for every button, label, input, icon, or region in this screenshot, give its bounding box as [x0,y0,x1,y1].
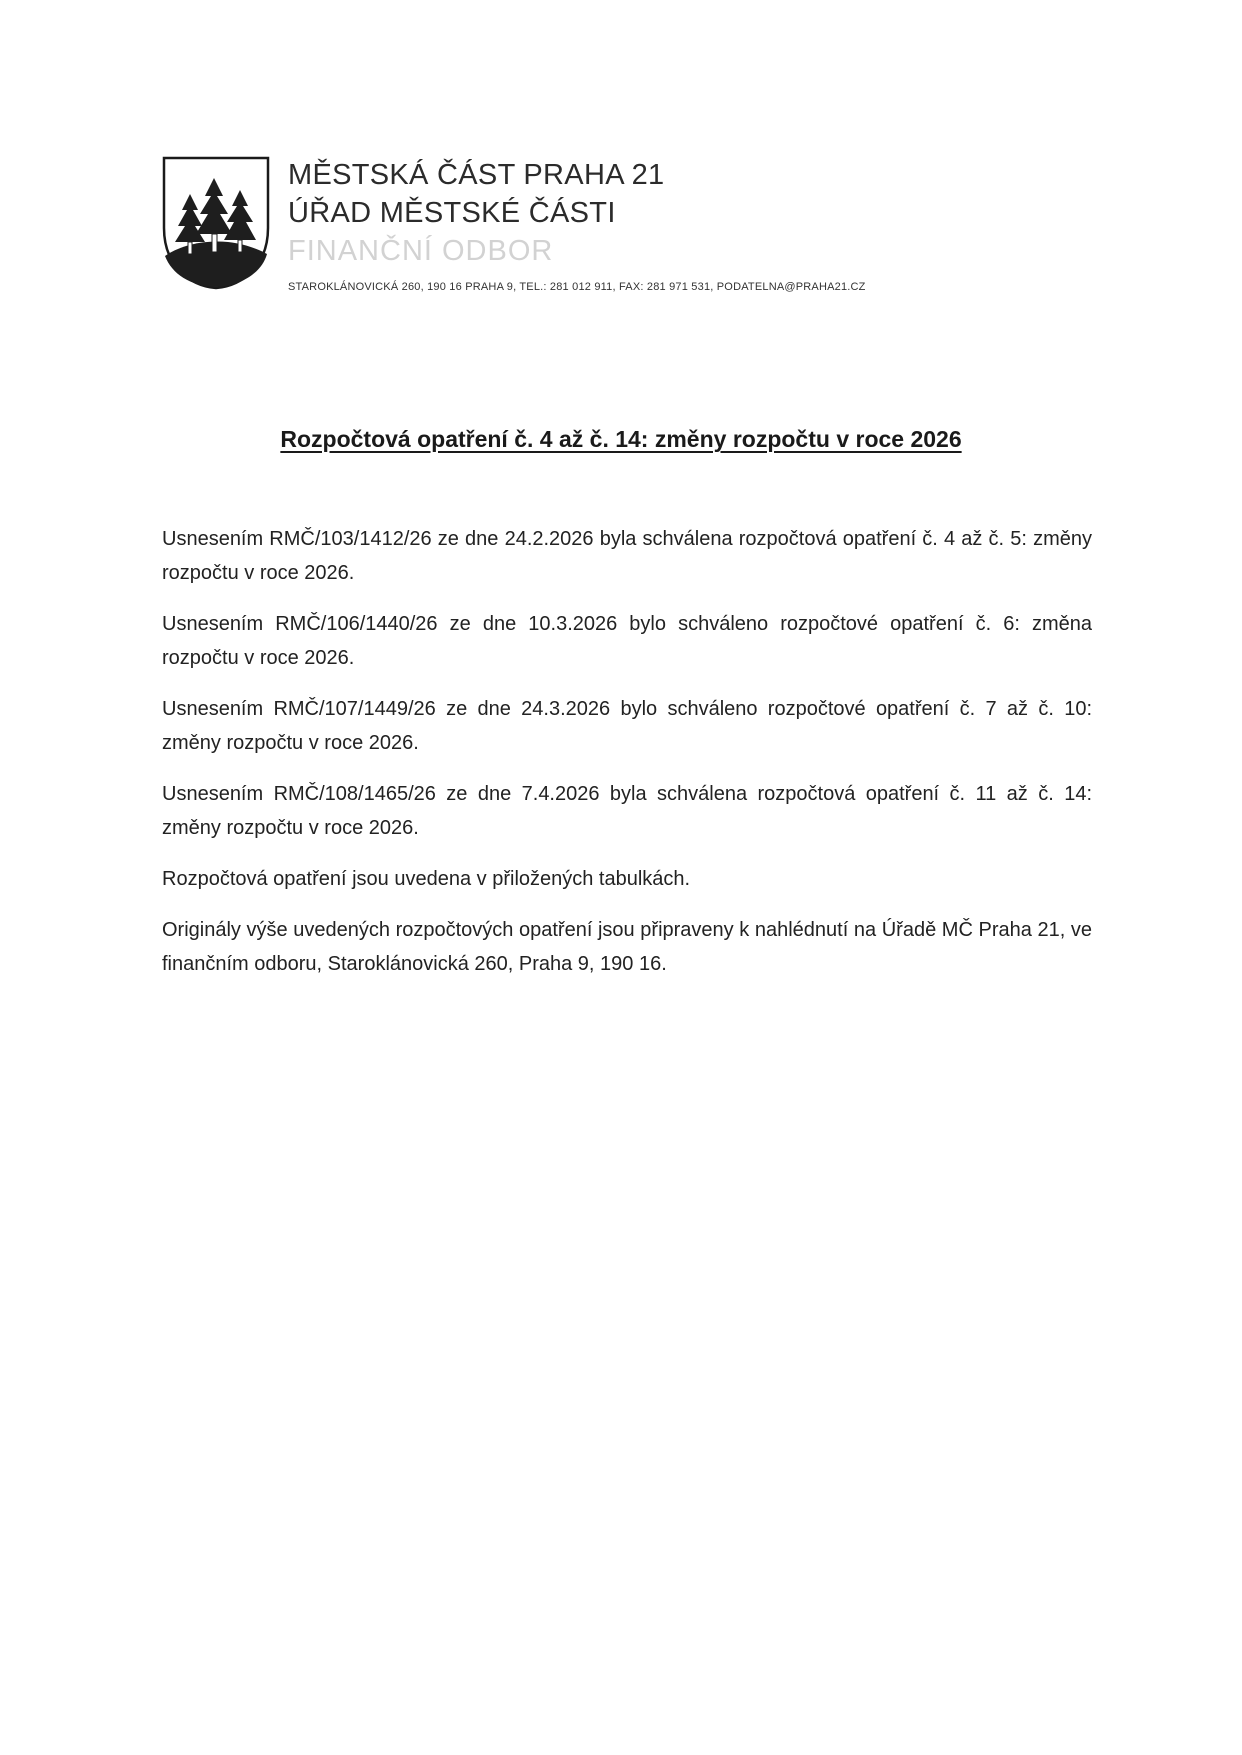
document-title-text: Rozpočtová opatření č. 4 až č. 14: změny rozpočtu v roce 2026 [280,426,962,452]
contact-line: STAROKLÁNOVICKÁ 260, 190 16 PRAHA 9, TEL.: 281 012 911, FAX: 281 971 531, PODATELNA@PRAHA21.CZ [288,281,866,293]
org-name-line-2: ÚŘAD MĚSTSKÉ ČÁSTI [288,197,616,229]
document-title [0,424,1242,454]
organization-block [288,156,988,294]
document-body [162,522,1092,998]
paragraph: Usnesením RMČ/106/1440/26 ze dne 10.3.2026 bylo schváleno rozpočtové opatření č. 6: změna rozpočtu v roce 2026. [162,613,1092,669]
coat-of-arms-trees-icon [162,156,270,290]
org-name-line-1: MĚSTSKÁ ČÁST PRAHA 21 [288,159,665,191]
paragraph: Originály výše uvedených rozpočtových opatření jsou připraveny k nahlédnutí na Úřadě MČ Praha 21, ve finančním odboru, Staroklánovická 260, Praha 9, 190 16. [162,919,1092,975]
paragraph: Rozpočtová opatření jsou uvedena v přiložených tabulkách. [162,868,691,890]
paragraph: Usnesením RMČ/108/1465/26 ze dne 7.4.2026 byla schválena rozpočtová opatření č. 11 až č. 14: změny rozpočtu v roce 2026. [162,783,1092,839]
letterhead [162,156,962,291]
paragraph: Usnesením RMČ/107/1449/26 ze dne 24.3.2026 bylo schváleno rozpočtové opatření č. 7 až č. 10: změny rozpočtu v roce 2026. [162,698,1092,754]
paragraph: Usnesením RMČ/103/1412/26 ze dne 24.2.2026 byla schválena rozpočtová opatření č. 4 až č. 5: změny rozpočtu v roce 2026. [162,528,1092,584]
department-name: FINANČNÍ ODBOR [288,235,554,267]
